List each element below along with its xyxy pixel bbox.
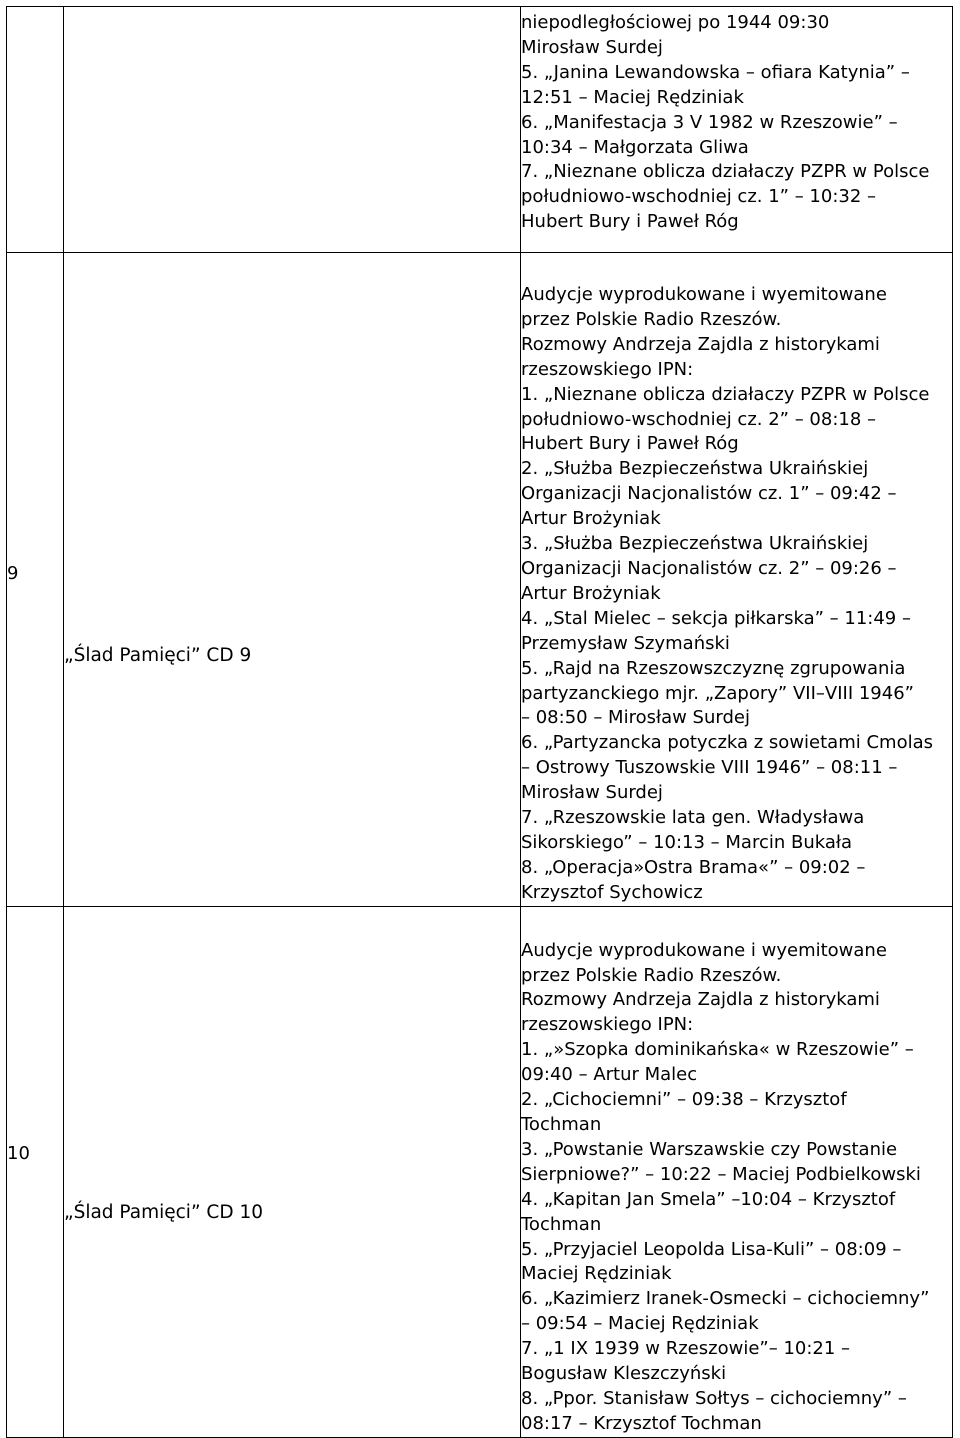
content-line: rzeszowskiego IPN: xyxy=(521,1014,694,1036)
content-list xyxy=(521,7,952,235)
content-line: Rozmowy Andrzeja Zajdla z historykami xyxy=(521,333,880,355)
content-line: 6. „Kazimierz Iranek-Osmecki – cichociemny” xyxy=(521,1288,930,1310)
content-list xyxy=(521,253,952,906)
row-number-cell xyxy=(7,906,64,1437)
table-row xyxy=(7,906,953,1437)
content-cell xyxy=(521,906,953,1437)
content-line: Hubert Bury i Paweł Róg xyxy=(521,211,739,233)
content-line: 3. „Powstanie Warszawskie czy Powstanie xyxy=(521,1138,898,1160)
content-line: Audycje wyprodukowane i wyemitowane xyxy=(521,284,887,305)
content-line: 5. „Rajd na Rzeszowszczyznę zgrupowania xyxy=(521,657,906,679)
content-line: 3. „Służba Bezpieczeństwa Ukraińskiej xyxy=(521,533,869,555)
row-number-cell xyxy=(7,253,64,907)
content-line: partyzanckiego mjr. „Zapory” VII–VIII 1946” xyxy=(521,682,914,704)
cd-title: „Ślad Pamięci” CD 10 xyxy=(64,1201,263,1223)
content-line: 2. „Służba Bezpieczeństwa Ukraińskiej xyxy=(521,458,869,480)
content-line: Sikorskiego” – 10:13 – Marcin Bukała xyxy=(521,831,853,853)
content-line: Artur Brożyniak xyxy=(521,508,661,530)
content-line: 5. „Janina Lewandowska – ofiara Katynia” – xyxy=(521,61,910,83)
content-line: południowo-wschodniej cz. 2” – 08:18 – xyxy=(521,408,877,430)
content-cell xyxy=(521,7,953,253)
content-line: 09:40 – Artur Malec xyxy=(521,1064,698,1086)
content-line: 5. „Przyjaciel Leopolda Lisa-Kuli” – 08:09 – xyxy=(521,1238,902,1260)
content-cell xyxy=(521,253,953,907)
title-cell xyxy=(64,906,521,1437)
content-line: Tochman xyxy=(521,1213,602,1235)
title-cell xyxy=(64,253,521,907)
row-number: 10 xyxy=(7,1142,30,1164)
content-line: Sierpniowe?” – 10:22 – Maciej Podbielkowski xyxy=(521,1163,921,1185)
table-row xyxy=(7,7,953,253)
content-line: – 08:50 – Mirosław Surdej xyxy=(521,707,750,729)
content-line: Organizacji Nacjonalistów cz. 2” – 09:26 – xyxy=(521,557,897,579)
content-line: 1. „Nieznane oblicza działaczy PZPR w Polsce xyxy=(521,383,930,405)
content-line: Maciej Rędziniak xyxy=(521,1263,672,1285)
content-line: Rozmowy Andrzeja Zajdla z historykami xyxy=(521,989,880,1011)
content-line: 12:51 – Maciej Rędziniak xyxy=(521,86,744,108)
content-line: – Ostrowy Tuszowskie VIII 1946” – 08:11 – xyxy=(521,757,898,779)
content-line: 7. „1 IX 1939 w Rzeszowie”– 10:21 – xyxy=(521,1338,851,1360)
content-line: 7. „Rzeszowskie lata gen. Władysława xyxy=(521,807,865,829)
content-line: 1. „»Szopka dominikańska« w Rzeszowie” – xyxy=(521,1039,914,1061)
content-list xyxy=(521,907,952,1437)
content-line: 4. „Kapitan Jan Smela” –10:04 – Krzysztof xyxy=(521,1188,896,1210)
content-line: południowo-wschodniej cz. 1” – 10:32 – xyxy=(521,186,877,208)
content-line: niepodległościowej po 1944 09:30 xyxy=(521,12,830,33)
content-line: 8. „Operacja»Ostra Brama«” – 09:02 – xyxy=(521,856,866,878)
content-line: Krzysztof Sychowicz xyxy=(521,881,703,903)
content-line: – 09:54 – Maciej Rędziniak xyxy=(521,1313,759,1335)
content-line: Artur Brożyniak xyxy=(521,582,661,604)
table-row xyxy=(7,253,953,907)
content-line: 6. „Partyzancka potyczka z sowietami Cmolas xyxy=(521,732,933,754)
content-line: 2. „Cichociemni” – 09:38 – Krzysztof xyxy=(521,1089,847,1111)
content-line: Audycje wyprodukowane i wyemitowane xyxy=(521,939,887,961)
content-line: przez Polskie Radio Rzeszów. xyxy=(521,308,782,330)
content-line: 10:34 – Małgorzata Gliwa xyxy=(521,136,749,158)
content-line: 4. „Stal Mielec – sekcja piłkarska” – 11:49 – xyxy=(521,607,911,629)
cd-title: „Ślad Pamięci” CD 9 xyxy=(64,644,252,666)
content-line: Mirosław Surdej xyxy=(521,36,663,58)
content-line: 7. „Nieznane oblicza działaczy PZPR w Polsce xyxy=(521,161,930,183)
content-line: 8. „Ppor. Stanisław Sołtys – cichociemny” – xyxy=(521,1387,907,1409)
content-line: Mirosław Surdej xyxy=(521,782,663,804)
title-cell xyxy=(64,7,521,253)
content-line: 08:17 – Krzysztof Tochman xyxy=(521,1412,762,1434)
content-line: przez Polskie Radio Rzeszów. xyxy=(521,964,782,986)
cd-list-table xyxy=(6,6,953,1438)
content-line: Organizacji Nacjonalistów cz. 1” – 09:42 – xyxy=(521,483,897,505)
content-line: Bogusław Kleszczyński xyxy=(521,1363,727,1385)
content-line: Hubert Bury i Paweł Róg xyxy=(521,433,739,455)
content-line: Przemysław Szymański xyxy=(521,632,730,654)
row-number-cell xyxy=(7,7,64,253)
content-line: Tochman xyxy=(521,1114,602,1135)
content-line: rzeszowskiego IPN: xyxy=(521,358,694,380)
row-number: 9 xyxy=(7,563,19,585)
content-line: 6. „Manifestacja 3 V 1982 w Rzeszowie” – xyxy=(521,111,898,133)
